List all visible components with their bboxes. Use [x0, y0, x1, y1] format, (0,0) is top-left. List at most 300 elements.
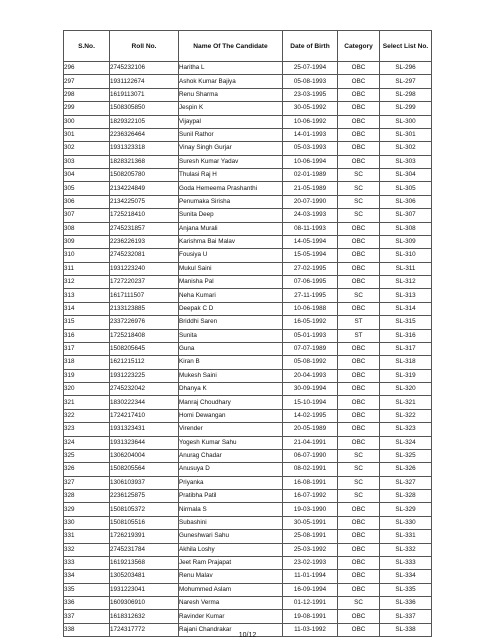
cell-sno: 314: [64, 302, 110, 315]
cell-candidate-name: Pratibha Patil: [179, 490, 283, 503]
cell-category: OBC: [338, 503, 380, 516]
cell-date-of-birth: 30-05-1991: [283, 516, 338, 529]
cell-category: OBC: [338, 556, 380, 569]
table-row: [64, 369, 432, 382]
table-row: [64, 289, 432, 302]
cell-select-list-no: SL-296: [380, 62, 432, 75]
cell-roll-no: 2745232042: [110, 383, 179, 396]
cell-date-of-birth: 30-05-1992: [283, 102, 338, 115]
cell-roll-no: 2236326464: [110, 128, 179, 141]
cell-roll-no: 2134224849: [110, 182, 179, 195]
cell-roll-no: 2236226193: [110, 235, 179, 248]
cell-candidate-name: Penumaka Sirisha: [179, 195, 283, 208]
table-row: [64, 115, 432, 128]
cell-roll-no: 1508305850: [110, 102, 179, 115]
cell-candidate-name: Anurag Chadar: [179, 449, 283, 462]
cell-sno: 306: [64, 195, 110, 208]
cell-category: SC: [338, 597, 380, 610]
table-row: [64, 316, 432, 329]
cell-roll-no: 1724317772: [110, 623, 179, 636]
cell-date-of-birth: 11-01-1994: [283, 570, 338, 583]
cell-sno: 313: [64, 289, 110, 302]
cell-select-list-no: SL-333: [380, 556, 432, 569]
cell-select-list-no: SL-336: [380, 597, 432, 610]
cell-sno: 312: [64, 276, 110, 289]
cell-select-list-no: SL-323: [380, 423, 432, 436]
table-row: [64, 342, 432, 355]
cell-category: OBC: [338, 342, 380, 355]
cell-roll-no: 2134225075: [110, 195, 179, 208]
cell-sno: 299: [64, 102, 110, 115]
cell-select-list-no: SL-325: [380, 449, 432, 462]
table-row: [64, 329, 432, 342]
cell-category: SC: [338, 490, 380, 503]
header-category: Category: [338, 31, 380, 62]
cell-candidate-name: Priyanka: [179, 476, 283, 489]
cell-select-list-no: SL-328: [380, 490, 432, 503]
cell-date-of-birth: 27-02-1995: [283, 262, 338, 275]
candidate-select-list-table: [63, 30, 432, 637]
cell-candidate-name: Jeet Ram Prajapat: [179, 556, 283, 569]
cell-date-of-birth: 30-09-1994: [283, 383, 338, 396]
cell-date-of-birth: 19-03-1990: [283, 503, 338, 516]
cell-roll-no: 1618312632: [110, 610, 179, 623]
cell-date-of-birth: 16-05-1992: [283, 316, 338, 329]
cell-category: OBC: [338, 583, 380, 596]
cell-select-list-no: SL-324: [380, 436, 432, 449]
cell-date-of-birth: 05-08-1993: [283, 75, 338, 88]
cell-sno: 309: [64, 235, 110, 248]
cell-sno: 333: [64, 556, 110, 569]
table-row: [64, 396, 432, 409]
cell-category: OBC: [338, 610, 380, 623]
cell-roll-no: 1508105516: [110, 516, 179, 529]
cell-date-of-birth: 25-03-1992: [283, 543, 338, 556]
cell-date-of-birth: 21-05-1989: [283, 182, 338, 195]
cell-roll-no: 1725218410: [110, 209, 179, 222]
header-select-list-no: Select List No.: [380, 31, 432, 62]
cell-sno: 307: [64, 209, 110, 222]
cell-date-of-birth: 10-06-1994: [283, 155, 338, 168]
cell-sno: 305: [64, 182, 110, 195]
cell-sno: 320: [64, 383, 110, 396]
cell-category: OBC: [338, 302, 380, 315]
cell-select-list-no: SL-304: [380, 169, 432, 182]
cell-candidate-name: Neha Kumari: [179, 289, 283, 302]
cell-select-list-no: SL-305: [380, 182, 432, 195]
cell-category: SC: [338, 476, 380, 489]
cell-candidate-name: Guna: [179, 342, 283, 355]
cell-roll-no: 1727220237: [110, 276, 179, 289]
cell-roll-no: 1508105372: [110, 503, 179, 516]
table-row: [64, 155, 432, 168]
cell-date-of-birth: 20-05-1989: [283, 423, 338, 436]
table-row: [64, 570, 432, 583]
cell-date-of-birth: 05-08-1992: [283, 356, 338, 369]
cell-sno: 316: [64, 329, 110, 342]
cell-sno: 326: [64, 463, 110, 476]
table-row: [64, 195, 432, 208]
cell-select-list-no: SL-319: [380, 369, 432, 382]
cell-date-of-birth: 16-08-1991: [283, 476, 338, 489]
cell-candidate-name: Rajani Chandrakar: [179, 623, 283, 636]
cell-date-of-birth: 10-06-1988: [283, 302, 338, 315]
cell-candidate-name: Dhanya K: [179, 383, 283, 396]
cell-sno: 324: [64, 436, 110, 449]
cell-candidate-name: Manraj Choudhary: [179, 396, 283, 409]
cell-sno: 310: [64, 249, 110, 262]
cell-candidate-name: Sunil Rathor: [179, 128, 283, 141]
table-row: [64, 383, 432, 396]
cell-sno: 311: [64, 262, 110, 275]
cell-category: OBC: [338, 222, 380, 235]
cell-date-of-birth: 14-02-1995: [283, 409, 338, 422]
cell-candidate-name: Anusuya D: [179, 463, 283, 476]
table-row: [64, 436, 432, 449]
cell-select-list-no: SL-330: [380, 516, 432, 529]
cell-candidate-name: Ashok Kumar Bajiya: [179, 75, 283, 88]
cell-candidate-name: Guneshwari Sahu: [179, 530, 283, 543]
cell-date-of-birth: 01-12-1991: [283, 597, 338, 610]
cell-roll-no: 1931122674: [110, 75, 179, 88]
cell-category: OBC: [338, 423, 380, 436]
table-row: [64, 276, 432, 289]
cell-sno: 331: [64, 530, 110, 543]
table-row: [64, 530, 432, 543]
cell-roll-no: 1306204004: [110, 449, 179, 462]
cell-select-list-no: SL-308: [380, 222, 432, 235]
cell-sno: 302: [64, 142, 110, 155]
table-row: [64, 102, 432, 115]
cell-category: OBC: [338, 409, 380, 422]
table-header-row: [64, 31, 432, 62]
cell-category: OBC: [338, 75, 380, 88]
header-roll-no: Roll No.: [110, 31, 179, 62]
cell-select-list-no: SL-316: [380, 329, 432, 342]
table-row: [64, 222, 432, 235]
cell-roll-no: 2745232106: [110, 62, 179, 75]
cell-category: OBC: [338, 543, 380, 556]
cell-roll-no: 2133123885: [110, 302, 179, 315]
cell-sno: 303: [64, 155, 110, 168]
cell-category: ST: [338, 316, 380, 329]
cell-category: OBC: [338, 623, 380, 636]
cell-select-list-no: SL-310: [380, 249, 432, 262]
cell-select-list-no: SL-303: [380, 155, 432, 168]
cell-candidate-name: Manisha Pal: [179, 276, 283, 289]
cell-date-of-birth: 14-01-1993: [283, 128, 338, 141]
cell-select-list-no: SL-327: [380, 476, 432, 489]
cell-category: OBC: [338, 142, 380, 155]
cell-select-list-no: SL-313: [380, 289, 432, 302]
table-row: [64, 75, 432, 88]
cell-candidate-name: Kiran B: [179, 356, 283, 369]
table-row: [64, 128, 432, 141]
cell-category: OBC: [338, 369, 380, 382]
cell-category: SC: [338, 195, 380, 208]
cell-candidate-name: Haritha L: [179, 62, 283, 75]
table-row: [64, 610, 432, 623]
cell-roll-no: 1724217410: [110, 409, 179, 422]
cell-sno: 297: [64, 75, 110, 88]
cell-select-list-no: SL-306: [380, 195, 432, 208]
cell-select-list-no: SL-322: [380, 409, 432, 422]
cell-date-of-birth: 10-06-1992: [283, 115, 338, 128]
cell-sno: 329: [64, 503, 110, 516]
cell-date-of-birth: 24-03-1993: [283, 209, 338, 222]
cell-select-list-no: SL-320: [380, 383, 432, 396]
cell-sno: 327: [64, 476, 110, 489]
table-row: [64, 302, 432, 315]
cell-category: OBC: [338, 356, 380, 369]
header-date-of-birth: Date of Birth: [283, 31, 338, 62]
cell-date-of-birth: 23-03-1995: [283, 88, 338, 101]
table-row: [64, 88, 432, 101]
cell-sno: 335: [64, 583, 110, 596]
cell-select-list-no: SL-335: [380, 583, 432, 596]
cell-date-of-birth: 02-01-1989: [283, 169, 338, 182]
cell-select-list-no: SL-315: [380, 316, 432, 329]
cell-select-list-no: SL-317: [380, 342, 432, 355]
cell-candidate-name: Akhila Loshy: [179, 543, 283, 556]
cell-candidate-name: Renu Malav: [179, 570, 283, 583]
table-row: [64, 423, 432, 436]
header-candidate-name: Name Of The Candidate: [179, 31, 283, 62]
cell-select-list-no: SL-334: [380, 570, 432, 583]
cell-roll-no: 1508205564: [110, 463, 179, 476]
table-row: [64, 463, 432, 476]
table-row: [64, 516, 432, 529]
cell-category: SC: [338, 463, 380, 476]
cell-category: OBC: [338, 115, 380, 128]
cell-roll-no: 1829322105: [110, 115, 179, 128]
cell-roll-no: 1621215112: [110, 356, 179, 369]
cell-category: OBC: [338, 262, 380, 275]
table-row: [64, 476, 432, 489]
cell-category: OBC: [338, 530, 380, 543]
cell-category: OBC: [338, 155, 380, 168]
cell-date-of-birth: 23-02-1993: [283, 556, 338, 569]
cell-roll-no: 2745231784: [110, 543, 179, 556]
cell-candidate-name: Sunita Deep: [179, 209, 283, 222]
cell-date-of-birth: 16-09-1994: [283, 583, 338, 596]
cell-select-list-no: SL-298: [380, 88, 432, 101]
cell-roll-no: 1617111507: [110, 289, 179, 302]
cell-roll-no: 1931223041: [110, 583, 179, 596]
cell-date-of-birth: 25-07-1994: [283, 62, 338, 75]
table-row: [64, 597, 432, 610]
table-row: [64, 503, 432, 516]
header-sno: S.No.: [64, 31, 110, 62]
cell-candidate-name: Vijaypal: [179, 115, 283, 128]
cell-select-list-no: SL-331: [380, 530, 432, 543]
cell-sno: 300: [64, 115, 110, 128]
cell-select-list-no: SL-299: [380, 102, 432, 115]
cell-sno: 323: [64, 423, 110, 436]
cell-roll-no: 1609306910: [110, 597, 179, 610]
cell-candidate-name: Virender: [179, 423, 283, 436]
cell-sno: 334: [64, 570, 110, 583]
cell-select-list-no: SL-300: [380, 115, 432, 128]
cell-roll-no: 1931323318: [110, 142, 179, 155]
cell-date-of-birth: 08-02-1991: [283, 463, 338, 476]
cell-date-of-birth: 19-08-1991: [283, 610, 338, 623]
table-row: [64, 449, 432, 462]
page-number: 10/12: [238, 632, 257, 639]
cell-select-list-no: SL-297: [380, 75, 432, 88]
table-row: [64, 556, 432, 569]
cell-date-of-birth: 21-04-1991: [283, 436, 338, 449]
cell-roll-no: 2337226976: [110, 316, 179, 329]
cell-candidate-name: Briddhi Saren: [179, 316, 283, 329]
cell-sno: 318: [64, 356, 110, 369]
cell-date-of-birth: 20-04-1993: [283, 369, 338, 382]
cell-candidate-name: Homi Dewangan: [179, 409, 283, 422]
cell-category: OBC: [338, 396, 380, 409]
cell-select-list-no: SL-329: [380, 503, 432, 516]
cell-category: OBC: [338, 62, 380, 75]
cell-candidate-name: Mukesh Saini: [179, 369, 283, 382]
cell-sno: 338: [64, 623, 110, 636]
table-body: [64, 62, 432, 637]
cell-category: SC: [338, 182, 380, 195]
cell-select-list-no: SL-337: [380, 610, 432, 623]
cell-category: SC: [338, 289, 380, 302]
cell-sno: 325: [64, 449, 110, 462]
cell-date-of-birth: 07-06-1995: [283, 276, 338, 289]
cell-date-of-birth: 16-07-1992: [283, 490, 338, 503]
cell-sno: 321: [64, 396, 110, 409]
cell-roll-no: 1931323431: [110, 423, 179, 436]
cell-candidate-name: Fousiya U: [179, 249, 283, 262]
cell-category: OBC: [338, 235, 380, 248]
cell-sno: 330: [64, 516, 110, 529]
cell-candidate-name: Naresh Verma: [179, 597, 283, 610]
cell-roll-no: 1830222344: [110, 396, 179, 409]
cell-sno: 304: [64, 169, 110, 182]
cell-select-list-no: SL-301: [380, 128, 432, 141]
cell-roll-no: 2236125875: [110, 490, 179, 503]
table-row: [64, 209, 432, 222]
cell-category: OBC: [338, 88, 380, 101]
cell-sno: 332: [64, 543, 110, 556]
table-row: [64, 356, 432, 369]
cell-sno: 298: [64, 88, 110, 101]
table-row: [64, 235, 432, 248]
cell-candidate-name: Ravinder Kumar: [179, 610, 283, 623]
cell-category: OBC: [338, 249, 380, 262]
cell-roll-no: 1828321368: [110, 155, 179, 168]
table-row: [64, 182, 432, 195]
cell-candidate-name: Subashini: [179, 516, 283, 529]
cell-category: OBC: [338, 436, 380, 449]
cell-candidate-name: Thulasi Raj H: [179, 169, 283, 182]
cell-roll-no: 1725218408: [110, 329, 179, 342]
cell-date-of-birth: 08-11-1993: [283, 222, 338, 235]
cell-select-list-no: SL-332: [380, 543, 432, 556]
cell-sno: 322: [64, 409, 110, 422]
cell-date-of-birth: 14-05-1994: [283, 235, 338, 248]
cell-roll-no: 1931323644: [110, 436, 179, 449]
cell-date-of-birth: 27-11-1995: [283, 289, 338, 302]
cell-date-of-birth: 05-01-1993: [283, 329, 338, 342]
cell-sno: 319: [64, 369, 110, 382]
cell-sno: 315: [64, 316, 110, 329]
cell-select-list-no: SL-312: [380, 276, 432, 289]
cell-candidate-name: Yogesh Kumar Sahu: [179, 436, 283, 449]
cell-date-of-birth: 11-03-1992: [283, 623, 338, 636]
cell-select-list-no: SL-307: [380, 209, 432, 222]
cell-candidate-name: Mohummed Aslam: [179, 583, 283, 596]
cell-candidate-name: Deepak C D: [179, 302, 283, 315]
cell-sno: 296: [64, 62, 110, 75]
cell-sno: 336: [64, 597, 110, 610]
cell-candidate-name: Renu Sharma: [179, 88, 283, 101]
cell-category: OBC: [338, 570, 380, 583]
cell-category: SC: [338, 449, 380, 462]
table-row: [64, 490, 432, 503]
table-row: [64, 543, 432, 556]
cell-candidate-name: Suresh Kumar Yadav: [179, 155, 283, 168]
cell-roll-no: 1931223225: [110, 369, 179, 382]
cell-date-of-birth: 15-10-1994: [283, 396, 338, 409]
cell-select-list-no: SL-338: [380, 623, 432, 636]
cell-date-of-birth: 20-07-1990: [283, 195, 338, 208]
cell-select-list-no: SL-314: [380, 302, 432, 315]
cell-select-list-no: SL-311: [380, 262, 432, 275]
table-row: [64, 142, 432, 155]
cell-sno: 301: [64, 128, 110, 141]
cell-select-list-no: SL-318: [380, 356, 432, 369]
cell-roll-no: 1619113071: [110, 88, 179, 101]
cell-candidate-name: Vinay Singh Gurjar: [179, 142, 283, 155]
table-row: [64, 262, 432, 275]
cell-candidate-name: Nirmala S: [179, 503, 283, 516]
cell-sno: 308: [64, 222, 110, 235]
cell-roll-no: 1508205645: [110, 342, 179, 355]
cell-category: OBC: [338, 516, 380, 529]
cell-candidate-name: Anjana Murali: [179, 222, 283, 235]
cell-date-of-birth: 05-03-1993: [283, 142, 338, 155]
cell-select-list-no: SL-321: [380, 396, 432, 409]
cell-roll-no: 1508205780: [110, 169, 179, 182]
cell-select-list-no: SL-302: [380, 142, 432, 155]
table-row: [64, 62, 432, 75]
cell-category: OBC: [338, 383, 380, 396]
cell-sno: 328: [64, 490, 110, 503]
cell-roll-no: 1726219391: [110, 530, 179, 543]
cell-category: OBC: [338, 128, 380, 141]
cell-roll-no: 1619213568: [110, 556, 179, 569]
table-row: [64, 583, 432, 596]
cell-candidate-name: Karishma Bai Malav: [179, 235, 283, 248]
cell-candidate-name: Jespin K: [179, 102, 283, 115]
cell-candidate-name: Sunita: [179, 329, 283, 342]
cell-date-of-birth: 07-07-1989: [283, 342, 338, 355]
cell-roll-no: 2745232081: [110, 249, 179, 262]
table-row: [64, 409, 432, 422]
cell-sno: 337: [64, 610, 110, 623]
cell-roll-no: 1305203481: [110, 570, 179, 583]
cell-category: OBC: [338, 276, 380, 289]
cell-roll-no: 1931223240: [110, 262, 179, 275]
cell-category: SC: [338, 209, 380, 222]
cell-candidate-name: Mukul Saini: [179, 262, 283, 275]
cell-category: OBC: [338, 102, 380, 115]
cell-category: ST: [338, 329, 380, 342]
cell-roll-no: 2745231857: [110, 222, 179, 235]
cell-date-of-birth: 06-07-1990: [283, 449, 338, 462]
